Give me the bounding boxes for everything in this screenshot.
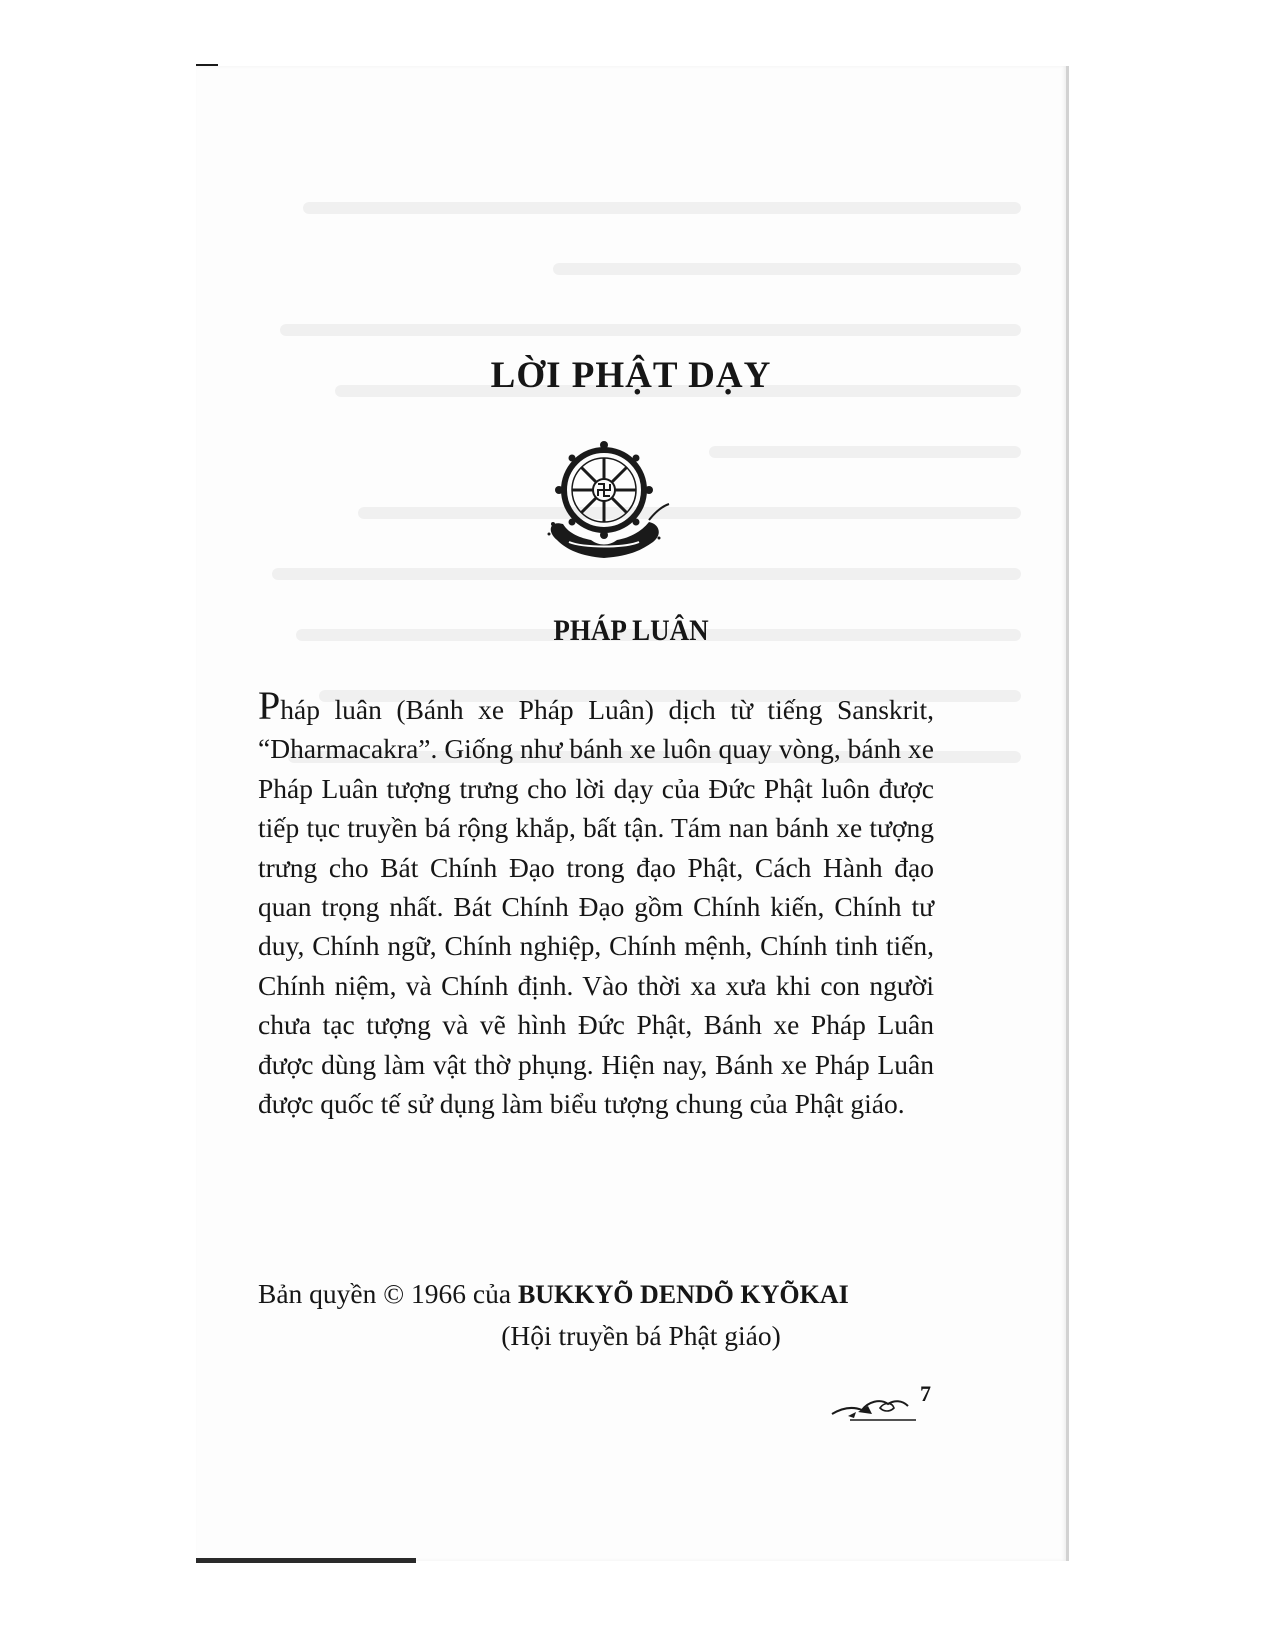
page-title: LỜI PHẬT DẠY bbox=[490, 355, 772, 396]
body-text: háp luân (Bánh xe Pháp Luân) dịch từ tiếng Sanskrit, “Dharmacakra”. Giống như bánh xe luôn quay vòng, bánh xe Pháp Luân tượng trưng cho lời dạy của Đức Phật luôn được tiếp tục truyền bá rộng khắp, bất tận. Tám nan bánh xe tượng trưng cho Bát Chính Đạo trong đạo Phật, Cách Hành đạo quan trọng nhất. Bát Chính Đạo gồm Chính kiến, Chính tư duy, Chính ngữ, Chính nghiệp, Chính mệnh, Chính tinh tiến, Chính niệm, và Chính định. Vào thời xa xưa khi con người chưa tạc tượng và vẽ hình Đức Phật, Bánh xe Pháp Luân được dùng làm vật thờ phụng. Hiện nay, Bánh xe Pháp Luân được quốc tế sử dụng làm biểu tượng chung của Phật giáo. bbox=[258, 694, 934, 1120]
copyright-prefix: Bản quyền © 1966 của bbox=[258, 1278, 512, 1309]
copyright-organization: BUKKYÕ DENDÕ KYÕKAI bbox=[517, 1280, 849, 1309]
book-page bbox=[196, 66, 1069, 1561]
page-number: 7 bbox=[920, 1381, 931, 1406]
floral-ornament-icon bbox=[828, 1388, 928, 1428]
page-bottom-edge bbox=[196, 1558, 416, 1563]
dharma-wheel-on-lotus-icon bbox=[529, 428, 679, 578]
body-paragraph bbox=[258, 683, 934, 1123]
copyright-line bbox=[258, 1274, 934, 1315]
copyright-note: (Hội truyền bá Phật giáo) bbox=[501, 1320, 781, 1351]
drop-cap: P bbox=[258, 683, 281, 728]
section-title: PHÁP LUÂN bbox=[553, 614, 709, 647]
